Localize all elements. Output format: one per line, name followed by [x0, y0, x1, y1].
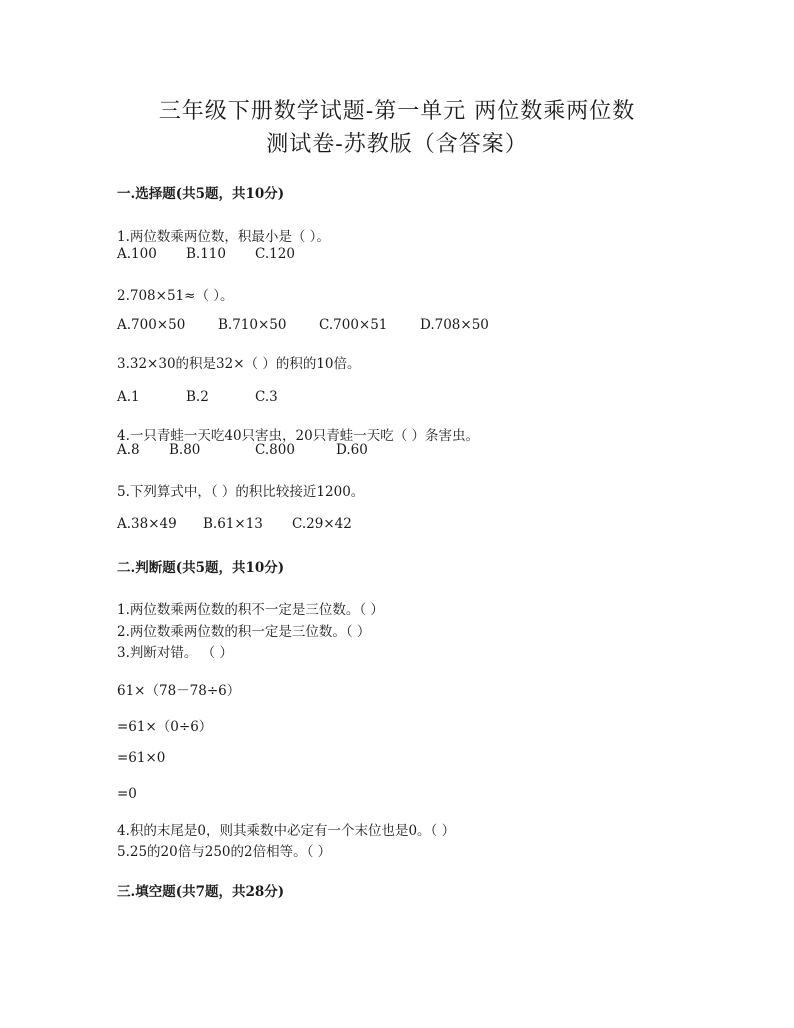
calculation-line: 61×（78－78÷6）	[117, 683, 241, 699]
option: D.60	[336, 442, 368, 458]
option: A.100	[117, 246, 157, 262]
page-title-line1: 三年级下册数学试题-第一单元 两位数乘两位数	[158, 99, 636, 124]
question-text: 3.32×30的积是32×（ ）的积的10倍。	[117, 356, 361, 372]
section-heading-judgement: 二.判断题(共5题，共10分)	[117, 560, 285, 576]
option: C.700×51	[319, 317, 388, 333]
calculation-line: =61×（0÷6）	[117, 719, 213, 735]
calculation-line: =0	[117, 786, 137, 802]
question-text: 5.下列算式中，（ ）的积比较接近1200。	[117, 484, 365, 500]
option: A.1	[117, 389, 140, 405]
judgement-item: 2.两位数乘两位数的积一定是三位数。（ ）	[117, 624, 371, 640]
section-heading-choice: 一.选择题(共5题，共10分)	[117, 186, 285, 202]
calculation-line: =61×0	[117, 750, 166, 766]
option: C.29×42	[292, 516, 352, 532]
judgement-item: 1.两位数乘两位数的积不一定是三位数。（ ）	[117, 602, 384, 618]
option: C.120	[255, 246, 295, 262]
option: B.80	[169, 442, 201, 458]
option: C.3	[255, 389, 278, 405]
question-text: 4.一只青蛙一天吃40只害虫，20只青蛙一天吃（ ）条害虫。	[117, 428, 480, 444]
section-heading-fill-in: 三.填空题(共7题，共28分)	[117, 884, 285, 900]
question-text: 1.两位数乘两位数，积最小是（ ）。	[117, 229, 330, 245]
option: B.2	[186, 389, 209, 405]
option: B.710×50	[218, 317, 287, 333]
option: A.700×50	[117, 317, 186, 333]
option: C.800	[255, 442, 295, 458]
option: B.110	[186, 246, 226, 262]
option: A.38×49	[117, 516, 177, 532]
judgement-item: 4.积的末尾是0，则其乘数中必定有一个末位也是0。（ ）	[117, 823, 456, 839]
option: D.708×50	[420, 317, 489, 333]
judgement-item: 5.25的20倍与250的2倍相等。（ ）	[117, 844, 332, 860]
option: A.8	[117, 442, 140, 458]
judgement-item: 3.判断对错。 （ ）	[117, 645, 233, 661]
page-title-line2: 测试卷-苏教版（含答案）	[266, 132, 528, 157]
option: B.61×13	[203, 516, 263, 532]
question-text: 2.708×51≈（ ）。	[117, 288, 234, 304]
